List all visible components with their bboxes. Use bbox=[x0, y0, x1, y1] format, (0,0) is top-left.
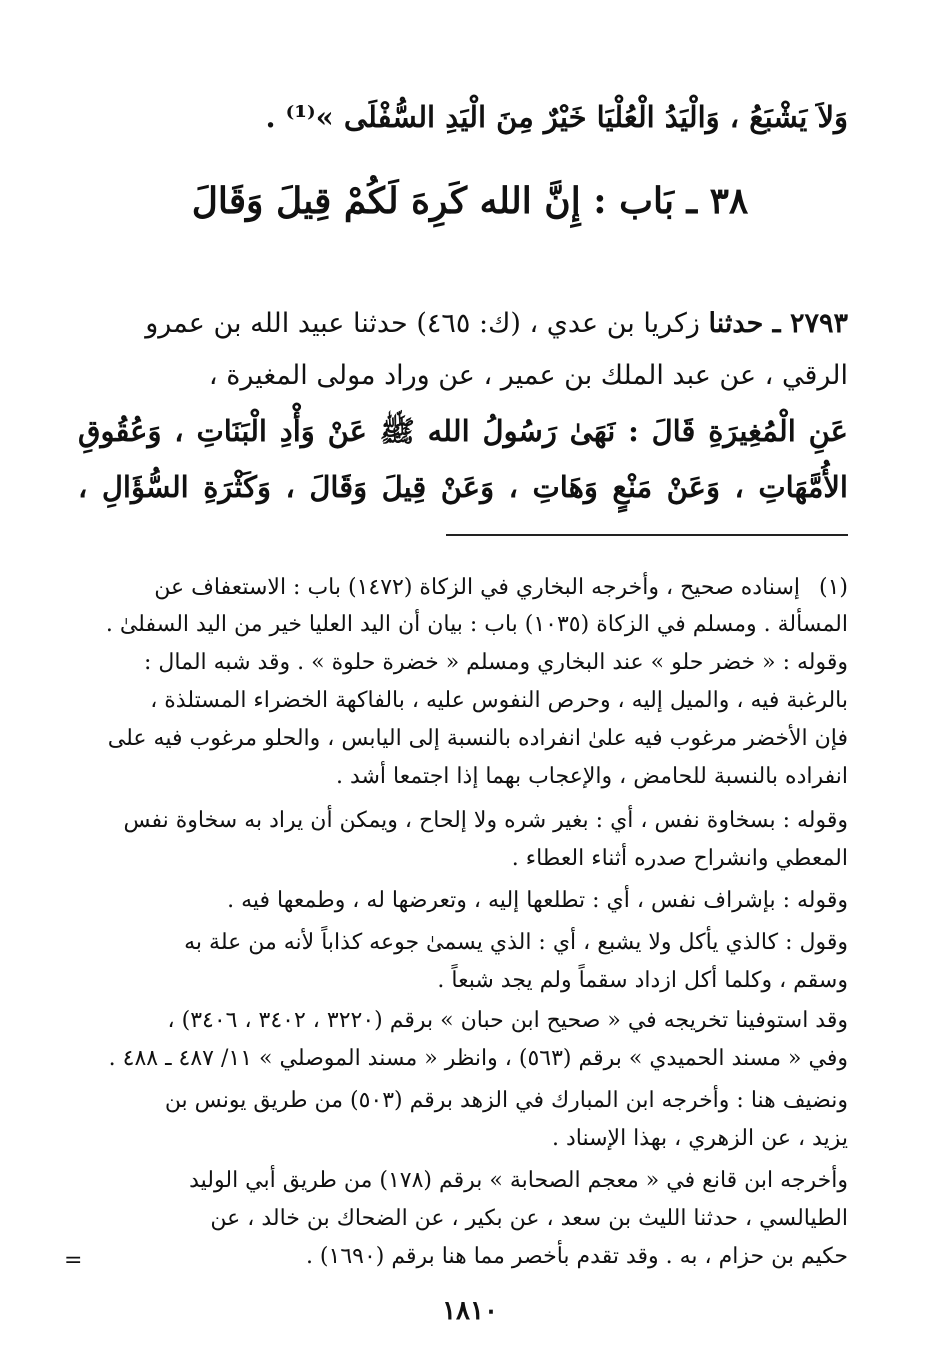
footnote-line: حكيم بن حزام ، به . وقد تقدم بأخصر مما هنا برقم (١٦٩٠) . bbox=[305, 1244, 848, 1269]
footnote-line: ونضيف هنا : وأخرجه ابن المبارك في الزهد برقم (٥٠٣) من طريق يونس بن bbox=[164, 1088, 848, 1113]
footnote-line: إسناده صحيح ، وأخرجه البخاري في الزكاة (١٤٧٢) باب : الاستعفاف عن bbox=[154, 575, 800, 600]
footnote-line: المعطي وانشراح صدره أثناء العطاء . bbox=[511, 846, 848, 871]
footnote-line: وقوله : بسخاوة نفس ، أي : بغير شره ولا إلحاح ، ويمكن أن يراد به سخاوة نفس bbox=[123, 808, 848, 833]
chapter-title: ٣٨ ـ بَاب : إِنَّ الله كَرِهَ لَكُمْ قِيلَ وَقَالَ bbox=[191, 180, 749, 222]
footnote-line: وفي « مسند الحميدي » برقم (٥٦٣) ، وانظر « مسند الموصلي » ١١/ ٤٨٧ ـ ٤٨٨ . bbox=[108, 1046, 848, 1071]
footnote-line: المسألة . ومسلم في الزكاة (١٠٣٥) باب : بيان أن اليد العليا خير من اليد السفلىٰ . bbox=[105, 612, 848, 637]
hadith-isnad-line-2: الرقي ، عن عبد الملك بن عمير ، عن وراد مولى المغيرة ، bbox=[208, 360, 848, 391]
footnote-line: وسقم ، وكلما أكل ازداد سقماً ولم يجد شبعاً . bbox=[437, 968, 848, 993]
isnad-text: زكريا بن عدي ، (ك: ٤٦٥) حدثنا عبيد الله بن عمرو bbox=[145, 308, 700, 339]
hadith-number: ٢٧٩٣ ـ حدثنا bbox=[708, 308, 848, 339]
footnote-marker: (١) bbox=[818, 575, 848, 600]
footnote-line: وقوله : « خضر حلو » عند البخاري ومسلم « خضرة حلوة » . وقد شبه المال : bbox=[144, 650, 848, 675]
hadith-matn-line-1: عَنِ الْمُغِيرَةِ قَالَ : نَهَىٰ رَسُولُ الله ﷺ عَنْ وَأْدِ الْبَنَاتِ ، وَعُقُوقِ bbox=[78, 414, 848, 448]
continuation-mark: = bbox=[64, 1248, 83, 1273]
footnote-line: وقوله : بإشراف نفس ، أي : تطلعها إليه ، وتعرضها له ، وطمعها فيه . bbox=[227, 888, 848, 913]
footnote-line: بالرغبة فيه ، والميل إليه ، وحرص النفوس عليه ، بالفاكهة الخضراء المستلذة ، bbox=[150, 688, 848, 713]
footnote-line: يزيد ، عن الزهري ، بهذا الإسناد . bbox=[551, 1126, 848, 1151]
hadith-isnad-line-1 bbox=[78, 308, 848, 339]
footnote-separator bbox=[446, 534, 848, 536]
footnote-line: الطيالسي ، حدثنا الليث بن سعد ، عن بكير ، عن الضحاك بن خالد ، عن bbox=[210, 1206, 848, 1231]
footnote-line: انفراده بالنسبة للحامض ، والإعجاب بهما إذا اجتمعا أشد . bbox=[335, 764, 848, 789]
previous-hadith-ending: وَلاَ يَشْبَعُ ، وَالْيَدُ الْعُلْيَا خَيْرٌ مِنَ الْيَدِ السُّفْلَى »⁽¹⁾ . bbox=[265, 100, 848, 134]
hadith-matn-line-2: الأُمَّهَاتِ ، وَعَنْ مَنْعٍ وَهَاتِ ، وَعَنْ قِيلَ وَقَالَ ، وَكَثْرَةِ السُّؤَالِ ، bbox=[78, 470, 848, 504]
page-number: ١٨١٠ bbox=[442, 1296, 498, 1326]
footnote-line: وقول : كالذي يأكل ولا يشبع ، أي : الذي يسمىٰ جوعه كذاباً لأنه من علة به bbox=[184, 930, 848, 955]
footnote-line: فإن الأخضر مرغوب فيه علىٰ انفراده بالنسبة إلى اليابس ، والحلو مرغوب فيه على bbox=[107, 726, 848, 751]
footnote-line: وأخرجه ابن قانع في « معجم الصحابة » برقم (١٧٨) من طريق أبي الوليد bbox=[189, 1168, 848, 1193]
footnote-line: وقد استوفينا تخريجه في « صحيح ابن حبان » برقم (٣٢٢٠ ، ٣٤٠٢ ، ٣٤٠٦) ، bbox=[167, 1008, 848, 1033]
